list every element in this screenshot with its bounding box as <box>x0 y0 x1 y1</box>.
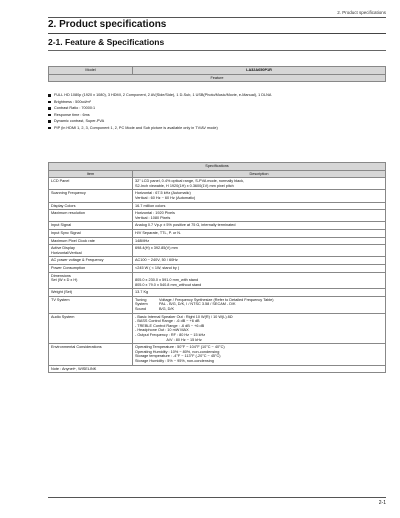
spec-desc <box>133 289 386 297</box>
spec-table <box>48 162 386 373</box>
spec-desc-line: 805.0 x 79.0 x 540.8 mm_without stand <box>135 282 202 287</box>
spec-row <box>49 202 386 210</box>
feature-item: Contrast Ratio : 70000:1 <box>48 105 386 112</box>
feature-item: Dynamic contrast, Super-PVA <box>48 118 386 125</box>
spec-item: Weight (Set) <box>49 289 133 297</box>
spec-desc-line: 148MHz <box>135 238 150 243</box>
desc-line: A/V : 80 Hz ~ 15 kHz <box>135 337 202 342</box>
spec-item: Scanning Frequency <box>49 190 133 202</box>
feature-item: PIP (in HDMI 1, 2, 3, Component 1, 2, PC Mode and Sub picture is available only in TV/AV mode) <box>48 125 386 132</box>
spec-row <box>49 178 386 190</box>
desc-line: - TREBLE Control Range : -6 dB ~ +6 dB <box>135 323 205 328</box>
spec-row <box>49 229 386 237</box>
spec-row <box>49 289 386 297</box>
spec-row <box>49 264 386 272</box>
spec-desc <box>133 190 386 202</box>
spec-desc-line: 16.7 million colors <box>135 203 166 208</box>
audio-label: Audio System <box>49 313 133 344</box>
spec-item: AC power voltage & Frequency <box>49 257 133 265</box>
system-value: PAL - B/G, D/K, I / NTSC 3.58 / SECAM - D/K <box>159 302 236 307</box>
page-title: 2. Product specifications <box>48 19 167 30</box>
tuning-value: Voltage / Frequency Synthesize (Refer to Detailed Frequency Table) <box>159 297 274 302</box>
footer-rule <box>48 497 386 498</box>
audio-desc <box>133 313 386 344</box>
spec-row <box>49 190 386 202</box>
desc-line: - Output Frequency : RF : 80 Hz ~ 15 kHz <box>135 333 206 338</box>
spec-desc <box>133 202 386 210</box>
section-subtitle: 2-1. Feature & Specifications <box>48 37 165 47</box>
spec-desc <box>133 272 386 289</box>
desc-line: Storage temperature : -4°F ~ 113°F (-20°C ~ 45°C) <box>135 354 221 359</box>
spec-desc-line: 698.4(H) x 392.85(V) mm <box>135 246 178 251</box>
spec-item: Display Colors <box>49 202 133 210</box>
spec-desc-line: <245 W ( < 1W, stand by ) <box>135 265 180 270</box>
feature-item: Response time : 6ms <box>48 112 386 119</box>
spec-desc <box>133 264 386 272</box>
spec-item: Active Display Horizontal/Vertical <box>49 245 133 257</box>
spec-desc-line: S2-Inch viewable, H 1920(1H) x 0.3600(1V) mm pixel pitch <box>135 183 234 188</box>
model-table <box>48 66 386 82</box>
spec-desc <box>133 178 386 190</box>
sound-value: B/G, D/K <box>159 307 174 312</box>
desc-line: Operating Humidity : 10% ~ 80%, non-condensing <box>135 349 220 354</box>
spec-desc-line: H/V Separate, TTL, P. or N. <box>135 230 182 235</box>
col-item: Item <box>49 170 133 178</box>
spec-item: Maximum resolution <box>49 210 133 222</box>
spec-desc-line: Analog 0.7 Vp-p ± 5% positive at 75 Ω, internally terminated <box>135 223 236 228</box>
spec-title: Specifications <box>49 163 386 171</box>
spec-row <box>49 222 386 230</box>
spec-item: Dimensions Set (W x D x H) <box>49 272 133 289</box>
spec-row <box>49 272 386 289</box>
spec-desc <box>133 237 386 245</box>
model-label: Model <box>49 67 133 75</box>
spec-row <box>49 210 386 222</box>
desc-line: - BASS Control Range : -6 dB ~ +6 dB <box>135 319 200 324</box>
spec-desc <box>133 222 386 230</box>
spec-item: LCD Panel <box>49 178 133 190</box>
title-rule <box>48 33 386 34</box>
system-key: System <box>135 302 148 307</box>
tv-system-desc <box>133 296 386 313</box>
env-label: Environmental Considerations <box>49 344 133 365</box>
feature-item: FULL HD 1080p (1920 x 1080), 3 HDMI, 2 Component, 2 AV(Side/Side), 1 D-Sub, 1 USB(Photo/Music/Movie, e-Manual), 1 DLNA <box>48 92 386 99</box>
spec-desc-line: Horizontal : 67.5 kHz (Automatic) <box>135 191 191 196</box>
desc-line: - Headphone Out : 10 mW MAX <box>135 328 189 333</box>
spec-desc <box>133 245 386 257</box>
feature-list <box>48 92 386 132</box>
col-desc: Description <box>133 170 386 178</box>
desc-line: Storage Humidity : 5% ~ 95%, non-condensing <box>135 359 214 363</box>
spec-desc-line: 32" LCD panel, 0.4% optical range, S-PVA mode, normally black, <box>135 179 245 184</box>
spec-desc-line: Horizontal : 1920 Pixels <box>135 211 175 216</box>
desc-line: Operating Temperature : 50°F ~ 104°F (10°C ~ 40°C) <box>135 345 225 350</box>
spec-row <box>49 237 386 245</box>
spec-desc <box>133 229 386 237</box>
spec-item: Input Signal <box>49 222 133 230</box>
spec-desc-line: Vertical : 1080 Pixels <box>135 215 171 220</box>
feature-label: Feature <box>49 74 386 82</box>
sound-key: Sound <box>135 307 146 312</box>
spec-row <box>49 245 386 257</box>
env-desc <box>133 344 386 365</box>
model-value: LA32A650P1R <box>133 67 386 75</box>
page-number: 2-1 <box>378 500 386 506</box>
desc-line: - Basic Internal Speaker Out : Right 10 W(R) / 10 W(L) 8Ω <box>135 314 233 319</box>
spec-desc <box>133 210 386 222</box>
spec-desc-line: 805.0 x 230.0 x 591.0 mm_with stand <box>135 278 199 283</box>
spec-desc <box>133 257 386 265</box>
section-tag: 2. Product specifications <box>337 10 386 15</box>
header-rule <box>48 17 386 18</box>
spec-desc-line: 13.7 Kg <box>135 290 149 295</box>
note: Note : Anynet+, WISELINK <box>49 365 386 373</box>
feature-item: Brightness : 500cd/m² <box>48 99 386 106</box>
spec-item: Power Consumption <box>49 264 133 272</box>
spec-item: Maximum Pixel Clock rate <box>49 237 133 245</box>
spec-desc-line: AC100 ~ 240V, 50 / 60Hz <box>135 258 178 263</box>
tv-system-label: TV System <box>49 296 133 313</box>
tuning-key: Tuning <box>135 297 147 302</box>
spec-row <box>49 257 386 265</box>
subtitle-rule <box>48 50 386 51</box>
spec-desc-line: Vertical : 60 Hz ~ 60 Hz (Automatic) <box>135 195 196 200</box>
spec-item: Input Sync Signal <box>49 229 133 237</box>
